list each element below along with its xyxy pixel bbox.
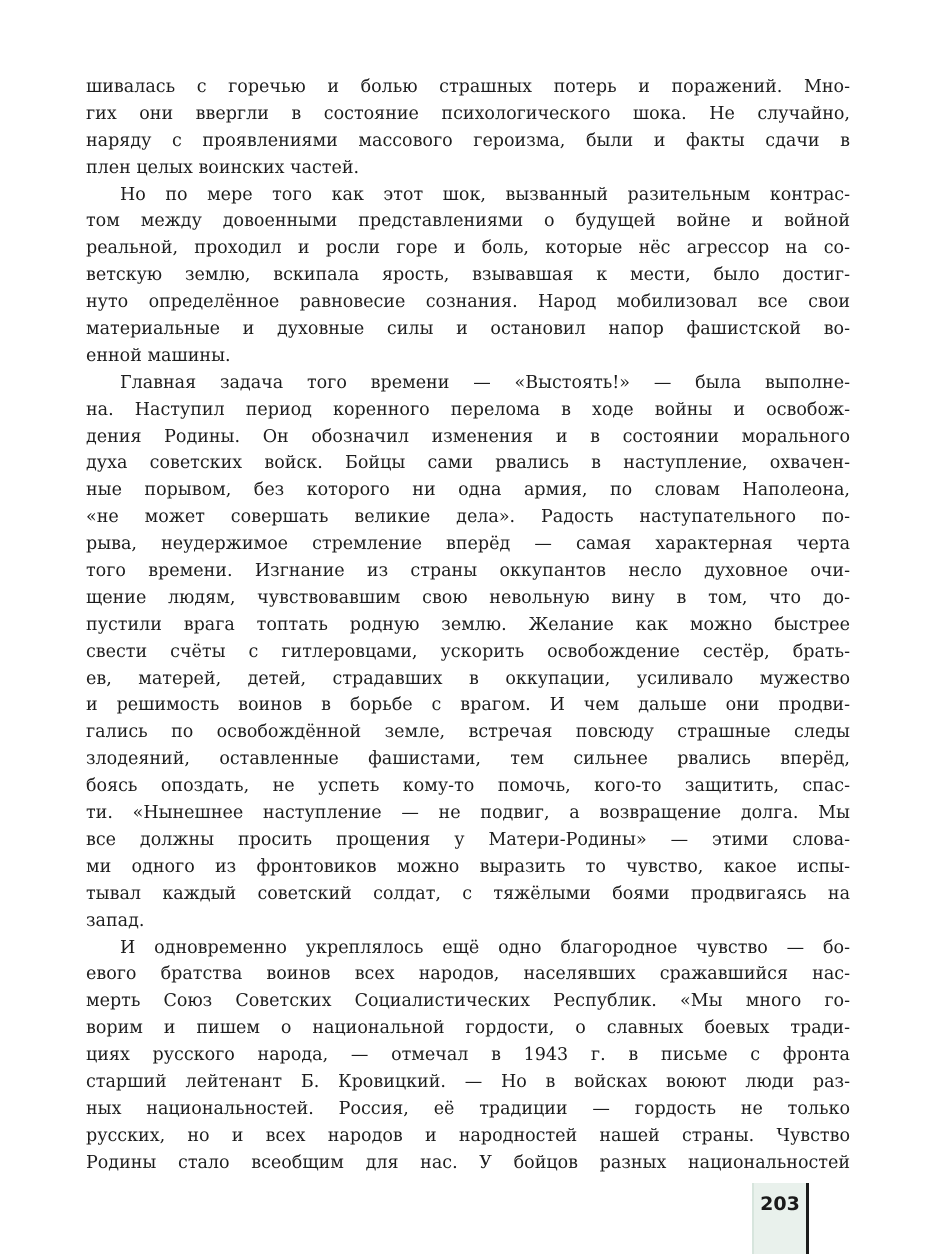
text-line: плен целых воинских частей. [86, 157, 360, 178]
text-line: духа советских войск. Бойцы сами рвались в наступление, охвачен- [86, 453, 850, 474]
text-line: материальные и духовные силы и остановил напор фашистской во- [86, 319, 850, 340]
text-line: того времени. Изгнание из страны оккупантов несло духовное очи- [86, 561, 850, 582]
text-line: Родины стало всеобщим для нас. У бойцов разных национальностей [86, 1152, 850, 1173]
text-line: евого братства воинов всех народов, населявших сражавшийся нас- [86, 964, 850, 985]
text-line: боясь опоздать, не успеть кому-то помочь, кого-то защитить, спас- [86, 776, 850, 797]
paragraph-1 [86, 74, 850, 182]
text-line: ных национальностей. Россия, её традиции — гордость не только [86, 1098, 850, 1119]
text-line: «не может совершать великие дела». Радость наступательного по- [86, 507, 850, 528]
body-text [86, 74, 850, 1177]
text-line: тывал каждый советский солдат, с тяжёлыми боями продвигаясь на [86, 883, 850, 904]
text-line: и решимость воинов в борьбе с врагом. И чем дальше они продви- [86, 695, 850, 716]
text-line: свести счёты с гитлеровцами, ускорить освобождение сестёр, брать- [86, 641, 850, 662]
page-number: 203 [760, 1193, 800, 1215]
text-line: Но по мере того как этот шок, вызванный разительным контрас- [120, 184, 850, 205]
text-line: ные порывом, без которого ни одна армия, по словам Наполеона, [86, 480, 850, 501]
text-line: злодеяний, оставленные фашистами, тем сильнее рвались вперёд, [86, 749, 850, 770]
text-line: ев, матерей, детей, страдавших в оккупации, усиливало мужество [86, 668, 850, 689]
page-edge-bar [806, 1183, 809, 1254]
text-line: старший лейтенант Б. Кровицкий. — Но в войсках воюют люди раз- [86, 1071, 850, 1092]
text-line: мерть Союз Советских Социалистических Республик. «Мы много го- [86, 991, 850, 1012]
text-line: рыва, неудержимое стремление вперёд — самая характерная черта [86, 534, 850, 555]
text-line: на. Наступил период коренного перелома в ходе войны и освобож- [86, 399, 850, 420]
text-line: русских, но и всех народов и народностей нашей страны. Чувство [86, 1125, 850, 1146]
text-line: ветскую землю, вскипала ярость, взывавшая к мести, было достиг- [86, 265, 850, 286]
text-line: ворим и пишем о национальной гордости, о славных боевых тради- [86, 1018, 850, 1039]
text-line: нуто определённое равновесие сознания. Народ мобилизовал все свои [86, 292, 850, 313]
text-line: ми одного из фронтовиков можно выразить то чувство, какое испы- [86, 856, 850, 877]
text-line: шивалась с горечью и болью страшных потерь и поражений. Мно- [86, 77, 850, 97]
paragraph-4 [86, 935, 850, 1177]
text-line: енной машины. [86, 345, 231, 366]
text-line: дения Родины. Он обозначил изменения и в состоянии морального [86, 426, 850, 447]
text-line: щение людям, чувствовавшим свою невольную вину в том, что до- [86, 587, 850, 608]
text-line: том между довоенными представлениями о будущей войне и войной [86, 211, 850, 232]
text-line: все должны просить прощения у Матери-Родины» — этими слова- [86, 829, 850, 850]
text-line: реальной, проходил и росли горе и боль, которые нёс агрессор на со- [86, 238, 850, 259]
text-line: запад. [86, 910, 145, 931]
text-line: наряду с проявлениями массового героизма, были и факты сдачи в [86, 130, 850, 151]
paragraph-2 [86, 182, 850, 370]
text-line: циях русского народа, — отмечал в 1943 г. в письме с фронта [86, 1045, 850, 1066]
text-line: гих они ввергли в состояние психологического шока. Не случайно, [86, 103, 850, 124]
paragraph-3 [86, 370, 850, 935]
text-line: Главная задача того времени — «Выстоять!» — была выполне- [120, 372, 850, 393]
text-line: И одновременно укреплялось ещё одно благородное чувство — бо- [120, 937, 850, 958]
text-line: ти. «Нынешнее наступление — не подвиг, а возвращение долга. Мы [86, 803, 850, 824]
text-line: пустили врага топтать родную землю. Желание как можно быстрее [86, 614, 850, 635]
text-line: гались по освобождённой земле, встречая повсюду страшные следы [86, 722, 850, 743]
